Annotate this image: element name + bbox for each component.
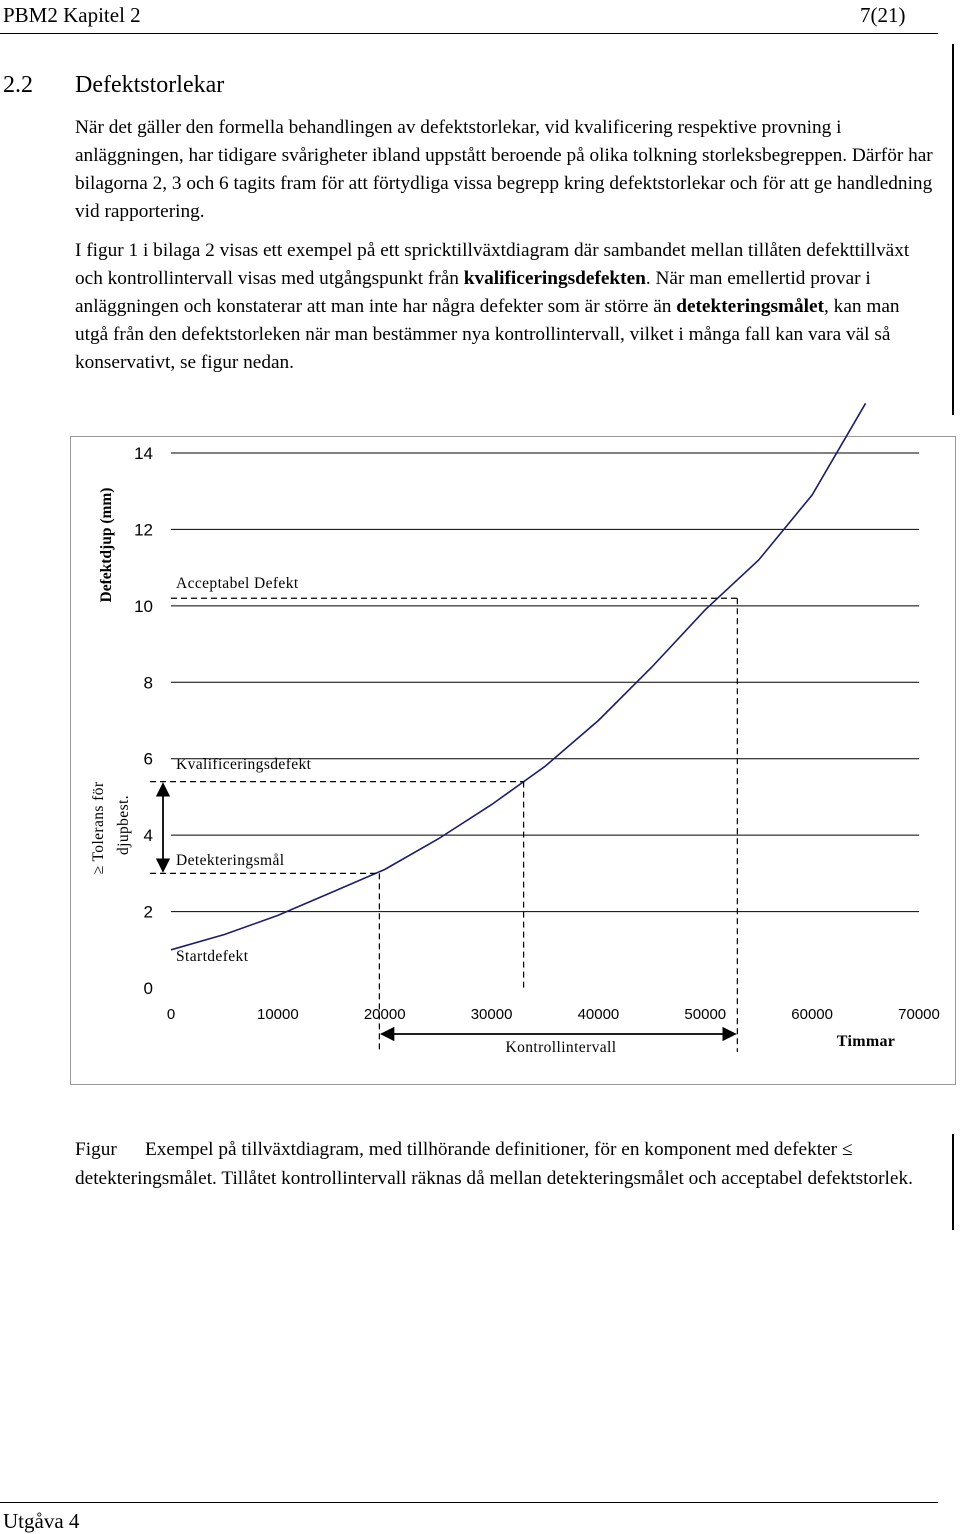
paragraph-2-part-c: . När man emellertid provar i anläggningen och konstaterar att man inte har några defekter som är större än [75, 268, 871, 317]
figure-caption [75, 1136, 945, 1193]
label-detection-target: Detekteringsmål [176, 852, 285, 869]
caption-part-b: detekteringsmålet. Tillåtet kontrollintervall räknas då mellan detekteringsmålet och acceptabel defektstorlek. [75, 1167, 913, 1189]
y-tick-label: 10 [134, 596, 153, 616]
label-qualification-defect: Kvalificeringsdefekt [176, 756, 312, 773]
term-kvalificeringsdefekten: kvalificeringsdefekten [463, 268, 646, 289]
paragraph-1: När det gäller den formella behandlingen av defektstorlekar, vid kvalificering respektive provning i anläggningen, har tidigare svårigheter ibland uppstått beroende på olika tolkning storleksbegreppen. Därför har bilagorna 2, 3 och 6 tagits fram för att förtydliga vissa begrepp kring defektstorlekar och för att ge handledning vid rapportering. [75, 117, 933, 222]
y-tick-label: 2 [143, 902, 153, 922]
section-title: Defektstorlekar [75, 72, 225, 98]
footer-edition: Utgåva 4 [3, 1509, 80, 1533]
x-tick-label: 30000 [470, 1006, 513, 1023]
x-tick-label: 10000 [256, 1006, 299, 1023]
page-number: 7(21) [860, 3, 906, 27]
caption-label: Figur [75, 1139, 117, 1160]
y-tick-label: 0 [143, 979, 153, 998]
x-tick-label: 0 [166, 1006, 176, 1023]
x-tick-label: 60000 [791, 1006, 834, 1023]
label-acceptable-defect: Acceptabel Defekt [176, 575, 299, 592]
x-tick-label: 70000 [898, 1006, 940, 1023]
y-tick-label: 14 [134, 444, 153, 463]
header-left: PBM2 Kapitel 2 [3, 3, 141, 27]
footer-rule [0, 1502, 938, 1503]
y-tick-label: 12 [134, 520, 153, 540]
y-tick-label: 8 [143, 673, 153, 693]
le-symbol: ≤ [841, 1139, 853, 1160]
x-tick-label: 20000 [363, 1006, 406, 1023]
term-detekteringsmalet: detekteringsmålet [676, 296, 825, 317]
tolerance-label-line2: djupbest. [115, 795, 132, 855]
section-number: 2.2 [3, 72, 33, 98]
paragraph-2-part-a: I figur 1 i bilaga 2 visas ett exempel på ett spricktillväxtdiagram där sambandet mellan tillåten defekttillväxt och kontrollintervall visas med utgångspunkt från [75, 240, 910, 289]
label-start-defect: Startdefekt [176, 948, 249, 965]
x-tick-label: 50000 [684, 1006, 727, 1023]
paragraph-2-part-d: , kan man utgå från den defektstorleken när man bestämmer nya kontrollintervall, vilket i många fall kan vara väl så konservativt, se figur nedan. [75, 296, 900, 373]
y-axis-title: Defektdjup (mm) [98, 487, 115, 603]
label-control-interval: Kontrollintervall [505, 1039, 617, 1056]
x-tick-label: 40000 [577, 1006, 620, 1023]
y-tick-label: 4 [143, 826, 153, 846]
x-axis-title: Timmar [836, 1033, 896, 1050]
change-bar-caption [952, 1134, 954, 1230]
caption-part-a: Exempel på tillväxtdiagram, med tillhörande definitioner, för en komponent med defekter [145, 1139, 842, 1160]
y-tick-label: 6 [143, 749, 153, 769]
tolerance-label-line1: ≥ Tolerans för [90, 781, 107, 875]
